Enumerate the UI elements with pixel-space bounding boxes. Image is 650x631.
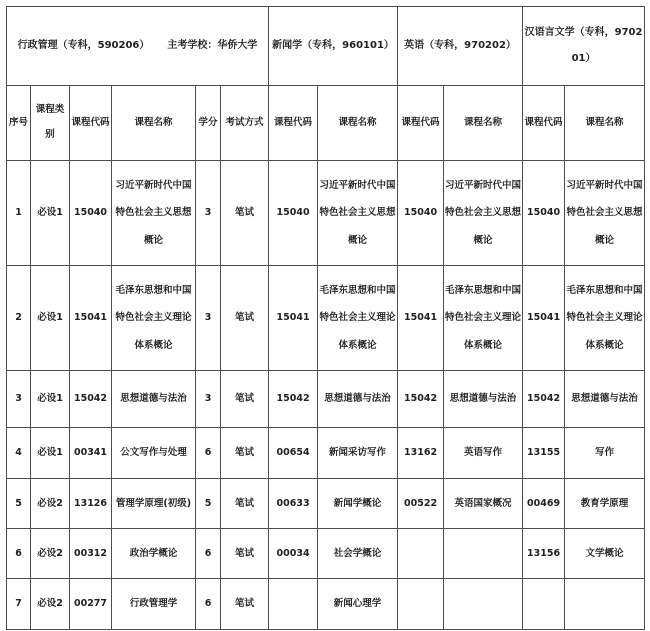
cell-english-name: 毛泽东思想和中国特色社会主义理论体系概论	[444, 266, 523, 371]
program-header-journalism: 新闻学（专科，960101）	[269, 7, 398, 86]
cell-chinese-code: 13155	[523, 428, 565, 479]
cell-english-code: 15040	[398, 161, 444, 266]
col-header-seq: 序号	[7, 86, 31, 161]
cell-journalism-code: 15041	[269, 266, 318, 371]
cell-seq: 6	[7, 529, 31, 579]
col-header-admin-code: 课程代码	[70, 86, 112, 161]
cell-credits: 3	[196, 371, 221, 428]
cell-credits: 6	[196, 529, 221, 579]
cell-english-code: 15042	[398, 371, 444, 428]
col-header-chinese-name: 课程名称	[565, 86, 645, 161]
cell-course-type: 必设2	[31, 479, 70, 529]
cell-english-code: 13162	[398, 428, 444, 479]
table-row	[7, 529, 645, 579]
table-row	[7, 266, 645, 371]
cell-credits: 6	[196, 579, 221, 630]
cell-english-code	[398, 579, 444, 630]
cell-exam-method: 笔试	[221, 479, 269, 529]
cell-exam-method: 笔试	[221, 266, 269, 371]
column-header-row	[7, 86, 645, 161]
cell-exam-method: 笔试	[221, 161, 269, 266]
cell-seq: 1	[7, 161, 31, 266]
cell-english-name	[444, 579, 523, 630]
cell-admin-name: 毛泽东思想和中国特色社会主义理论体系概论	[112, 266, 196, 371]
cell-exam-method: 笔试	[221, 529, 269, 579]
cell-admin-code: 00312	[70, 529, 112, 579]
cell-journalism-name: 习近平新时代中国特色社会主义思想概论	[318, 161, 398, 266]
cell-journalism-name: 新闻学概论	[318, 479, 398, 529]
cell-chinese-code: 00469	[523, 479, 565, 529]
col-header-english-code: 课程代码	[398, 86, 444, 161]
col-header-exam-method: 考试方式	[221, 86, 269, 161]
cell-admin-name: 行政管理学	[112, 579, 196, 630]
cell-journalism-code	[269, 579, 318, 630]
col-header-course-type: 课程类别	[31, 86, 70, 161]
cell-admin-code: 00277	[70, 579, 112, 630]
cell-seq: 2	[7, 266, 31, 371]
cell-admin-code: 15042	[70, 371, 112, 428]
col-header-chinese-code: 课程代码	[523, 86, 565, 161]
cell-english-name	[444, 529, 523, 579]
cell-english-name: 英语国家概况	[444, 479, 523, 529]
program-header-row	[7, 7, 645, 86]
cell-chinese-name: 思想道德与法治	[565, 371, 645, 428]
cell-credits: 6	[196, 428, 221, 479]
cell-admin-name: 政治学概论	[112, 529, 196, 579]
cell-english-code	[398, 529, 444, 579]
cell-admin-name: 思想道德与法治	[112, 371, 196, 428]
cell-admin-code: 15041	[70, 266, 112, 371]
cell-course-type: 必设2	[31, 579, 70, 630]
cell-chinese-code: 15042	[523, 371, 565, 428]
cell-chinese-code: 15040	[523, 161, 565, 266]
cell-chinese-code	[523, 579, 565, 630]
cell-course-type: 必设1	[31, 428, 70, 479]
cell-seq: 3	[7, 371, 31, 428]
cell-course-type: 必设2	[31, 529, 70, 579]
cell-journalism-name: 新闻心理学	[318, 579, 398, 630]
cell-seq: 5	[7, 479, 31, 529]
cell-chinese-name: 文学概论	[565, 529, 645, 579]
cell-chinese-code: 13156	[523, 529, 565, 579]
cell-credits: 5	[196, 479, 221, 529]
cell-journalism-name: 毛泽东思想和中国特色社会主义理论体系概论	[318, 266, 398, 371]
table-row	[7, 428, 645, 479]
cell-journalism-code: 15040	[269, 161, 318, 266]
cell-chinese-name: 毛泽东思想和中国特色社会主义理论体系概论	[565, 266, 645, 371]
program-header-chinese: 汉语言文学（专科，970201）	[523, 7, 645, 86]
course-comparison-table	[6, 6, 645, 630]
cell-english-name: 习近平新时代中国特色社会主义思想概论	[444, 161, 523, 266]
col-header-admin-name: 课程名称	[112, 86, 196, 161]
table-row	[7, 579, 645, 630]
cell-journalism-code: 00633	[269, 479, 318, 529]
table-row	[7, 371, 645, 428]
cell-chinese-code: 15041	[523, 266, 565, 371]
cell-chinese-name	[565, 579, 645, 630]
cell-english-name: 英语写作	[444, 428, 523, 479]
cell-chinese-name: 教育学原理	[565, 479, 645, 529]
cell-admin-name: 公文写作与处理	[112, 428, 196, 479]
cell-exam-method: 笔试	[221, 579, 269, 630]
cell-journalism-name: 社会学概论	[318, 529, 398, 579]
cell-admin-code: 13126	[70, 479, 112, 529]
cell-course-type: 必设1	[31, 371, 70, 428]
cell-journalism-code: 00034	[269, 529, 318, 579]
cell-course-type: 必设1	[31, 266, 70, 371]
col-header-journalism-name: 课程名称	[318, 86, 398, 161]
cell-exam-method: 笔试	[221, 371, 269, 428]
cell-admin-name: 习近平新时代中国特色社会主义思想概论	[112, 161, 196, 266]
program-header-english: 英语（专科，970202）	[398, 7, 523, 86]
cell-exam-method: 笔试	[221, 428, 269, 479]
cell-admin-name: 管理学原理(初级)	[112, 479, 196, 529]
cell-journalism-code: 15042	[269, 371, 318, 428]
table-row	[7, 161, 645, 266]
chief-school-label: 主考学校：华侨大学	[167, 40, 258, 51]
cell-english-code: 15041	[398, 266, 444, 371]
col-header-english-name: 课程名称	[444, 86, 523, 161]
cell-chinese-name: 写作	[565, 428, 645, 479]
cell-chinese-name: 习近平新时代中国特色社会主义思想概论	[565, 161, 645, 266]
cell-english-code: 00522	[398, 479, 444, 529]
cell-seq: 4	[7, 428, 31, 479]
cell-journalism-code: 00654	[269, 428, 318, 479]
table-row	[7, 479, 645, 529]
program-admin-label: 行政管理（专科，590206）	[17, 40, 150, 51]
cell-admin-code: 15040	[70, 161, 112, 266]
cell-journalism-name: 思想道德与法治	[318, 371, 398, 428]
col-header-credits: 学分	[196, 86, 221, 161]
cell-english-name: 思想道德与法治	[444, 371, 523, 428]
cell-journalism-name: 新闻采访写作	[318, 428, 398, 479]
cell-seq: 7	[7, 579, 31, 630]
col-header-journalism-code: 课程代码	[269, 86, 318, 161]
program-header-admin	[7, 7, 269, 86]
cell-course-type: 必设1	[31, 161, 70, 266]
cell-credits: 3	[196, 161, 221, 266]
cell-admin-code: 00341	[70, 428, 112, 479]
cell-credits: 3	[196, 266, 221, 371]
